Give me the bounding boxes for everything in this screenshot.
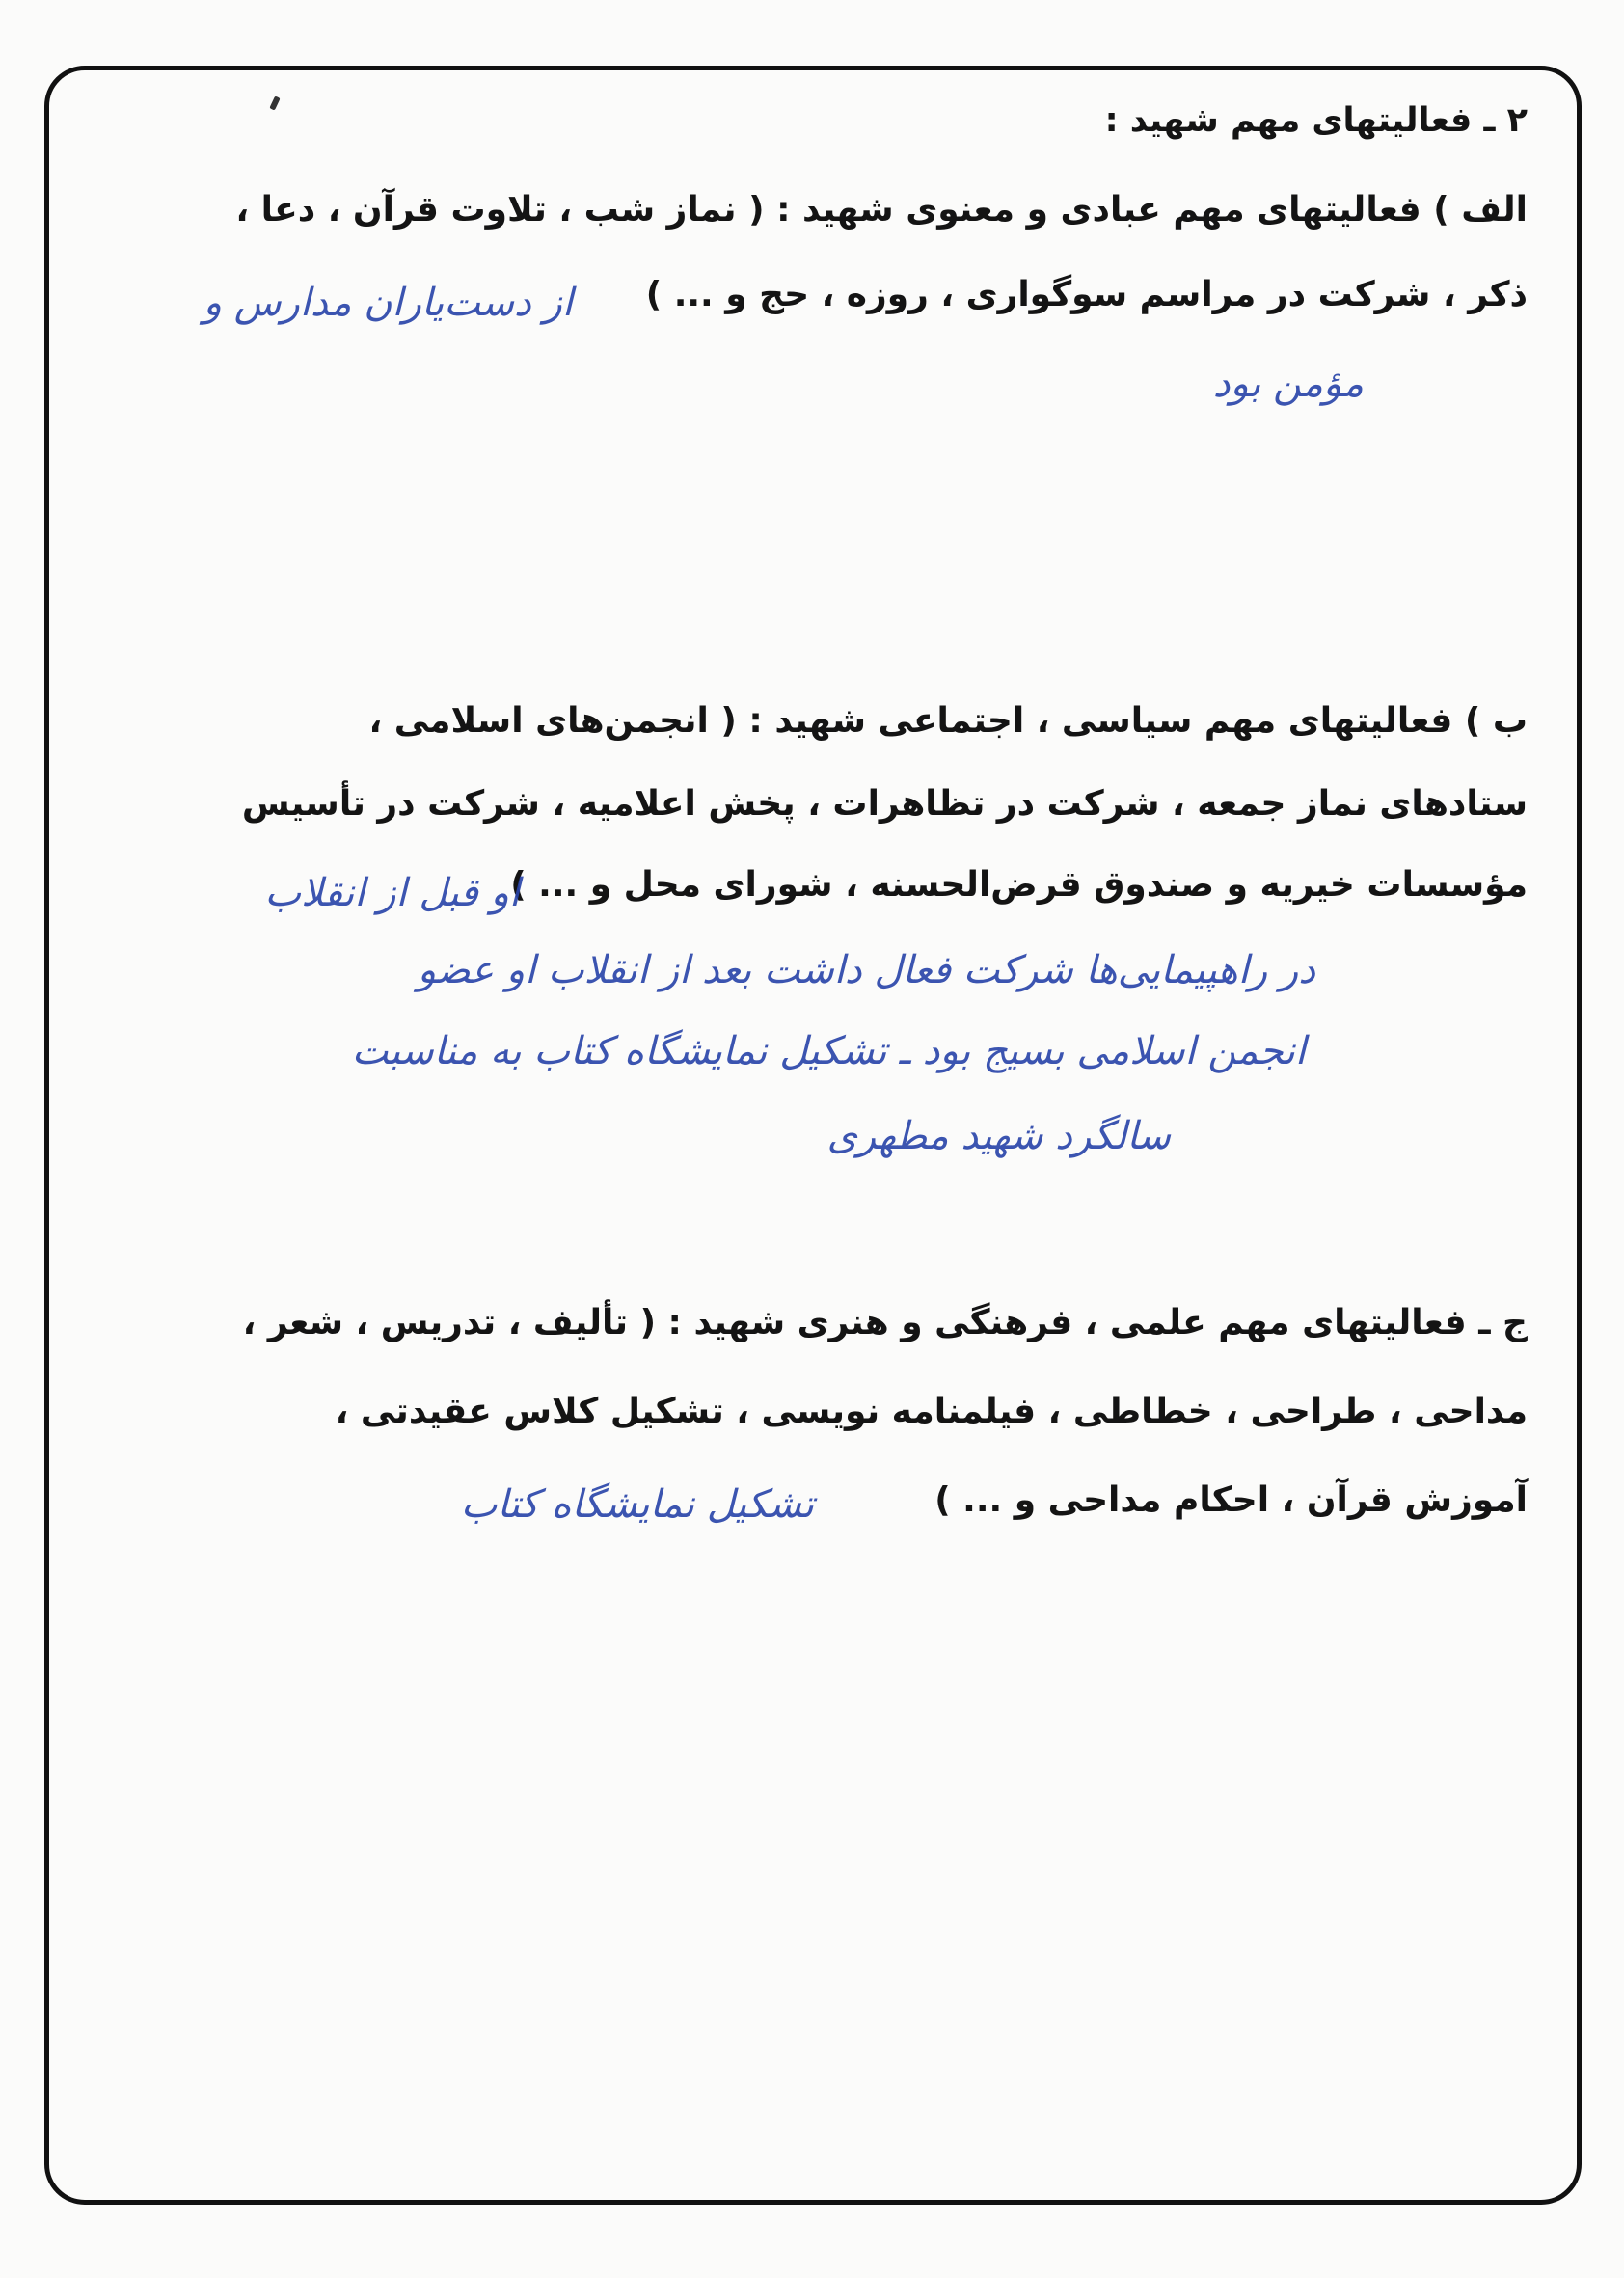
section-b-line-3: مؤسسات خیریه و صندوق قرض‌الحسنه ، شورای محل و ... ) xyxy=(510,865,1528,905)
section-a-handwritten-2: مؤمن بود xyxy=(1212,362,1364,406)
section-b-handwritten-3: انجمن اسلامی بسیج بود ـ تشکیل نمایشگاه کتاب به مناسبت xyxy=(351,1029,1306,1073)
section-a-line-2: ذکر ، شرکت در مراسم سوگواری ، روزه ، حج و ... ) xyxy=(645,275,1528,314)
section-b-handwritten-4: سالگرد شهید مطهری xyxy=(826,1114,1171,1158)
section-b-handwritten-2: در راهپیمایی‌ها شرکت فعال داشت بعد از انقلاب او عضو xyxy=(417,948,1315,992)
section-b-line-1: ب ) فعالیتهای مهم سیاسی ، اجتماعی شهید : ( انجمن‌های اسلامی ، xyxy=(368,701,1528,741)
section-a-line-1: الف ) فعالیتهای مهم عبادی و معنوی شهید : ( نماز شب ، تلاوت قرآن ، دعا ، xyxy=(235,190,1528,230)
section-heading: ۲ ـ فعالیتهای مهم شهید : xyxy=(1104,101,1528,140)
section-c-handwritten-1: تشکیل نمایشگاه کتاب xyxy=(460,1482,814,1527)
section-c-line-3: آموزش قرآن ، احکام مداحی و ... ) xyxy=(934,1480,1528,1520)
section-c-line-1: ج ـ فعالیتهای مهم علمی ، فرهنگی و هنری شهید : ( تألیف ، تدریس ، شعر ، xyxy=(242,1303,1528,1342)
section-b-handwritten-1: او قبل از انقلاب xyxy=(264,871,520,915)
section-b-line-2: ستادهای نماز جمعه ، شرکت در تظاهرات ، پخش اعلامیه ، شرکت در تأسیس xyxy=(241,784,1528,824)
section-c-line-2: مداحی ، طراحی ، خطاطی ، فیلمنامه نویسی ، تشکیل کلاس عقیدتی ، xyxy=(335,1392,1528,1431)
section-a-handwritten-1: از دست‌یاران مدارس و xyxy=(203,281,573,325)
